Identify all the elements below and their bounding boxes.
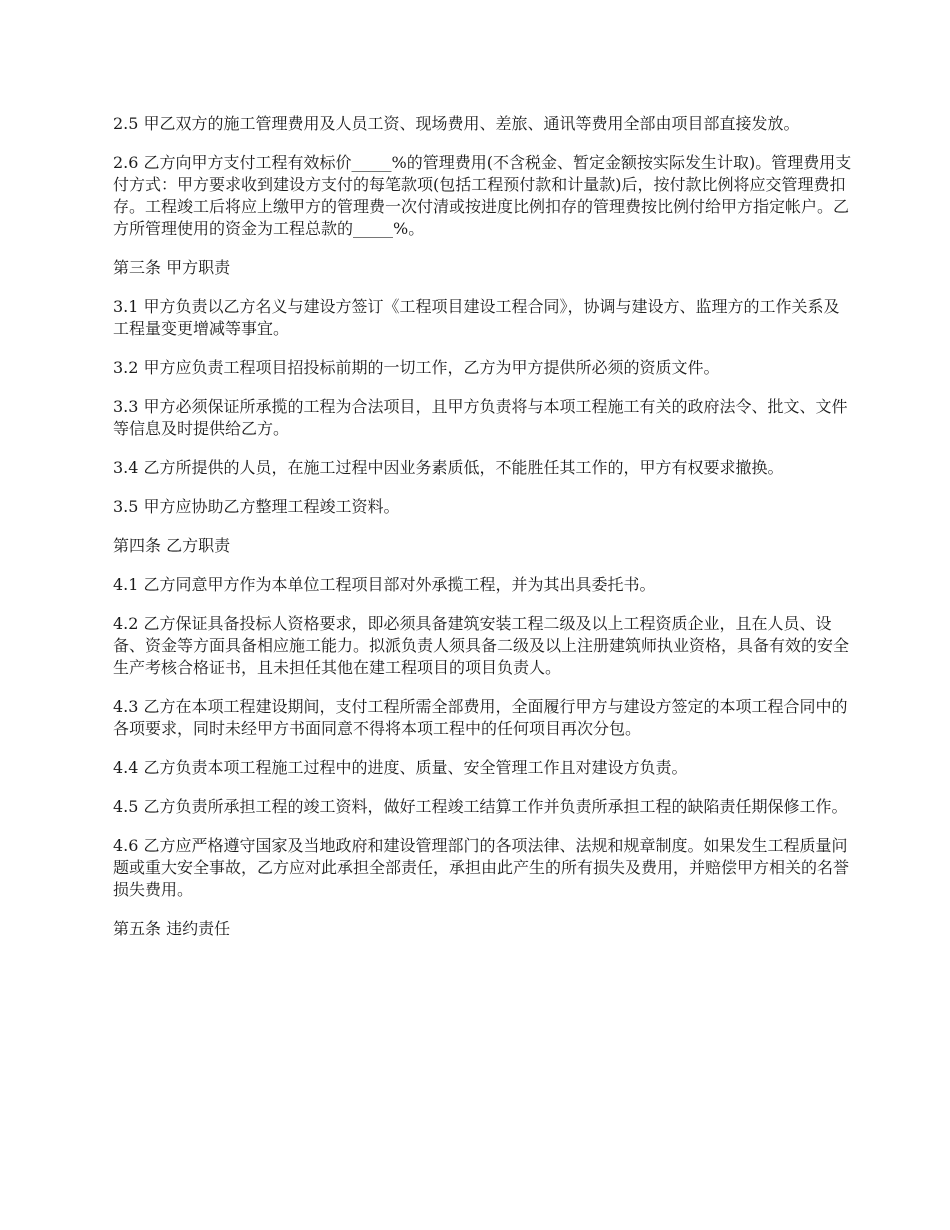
clause-3-5: 3.5 甲方应协助乙方整理工程竣工资料。 (113, 497, 400, 516)
clause-4-2: 4.2 乙方保证具备投标人资格要求，即必须具备建筑安装工程二级及以上工程资质企业，且在人员、设备、资金等方面具备相应施工能力。拟派负责人须具备二级及以上注册建筑师执业资格，具备有效的安全生产考核合格证书，且未担任其他在建工程项目的项目负责人。 (113, 614, 850, 677)
document-page (113, 113, 853, 957)
clause-4-6: 4.6 乙方应严格遵守国家及当地政府和建设管理部门的各项法律、法规和规章制度。如果发生工程质量问题或重大安全事故，乙方应对此承担全部责任，承担由此产生的所有损失及费用，并赔偿甲方相关的名誉损失费用。 (113, 836, 850, 899)
clause-4-4: 4.4 乙方负责本项工程施工过程中的进度、质量、安全管理工作且对建设方负责。 (113, 758, 688, 777)
clause-3-1: 3.1 甲方负责以乙方名义与建设方签订《工程项目建设工程合同》，协调与建设方、监理方的工作关系及工程量变更增减等事宜。 (113, 297, 840, 338)
clause-2-6: 2.6 乙方向甲方支付工程有效标价_____%的管理费用(不含税金、暂定金额按实际发生计取)。管理费用支付方式：甲方要求收到建设方支付的每笔款项(包括工程预付款和计量款)后，按付款比例将应交管理费扣存。工程竣工后将应上缴甲方的管理费一次付清或按进度比例扣存的管理费按比例付给甲方指定帐户。乙方所管理使用的资金为工程总款的_____%。 (113, 153, 852, 238)
article-5-heading: 第五条 违约责任 (113, 919, 231, 938)
article-4-heading: 第四条 乙方职责 (113, 536, 231, 555)
clause-4-5: 4.5 乙方负责所承担工程的竣工资料，做好工程竣工结算工作并负责所承担工程的缺陷责任期保修工作。 (113, 797, 848, 816)
clause-3-3: 3.3 甲方必须保证所承揽的工程为合法项目，且甲方负责将与本项工程施工有关的政府法令、批文、文件等信息及时提供给乙方。 (113, 397, 848, 438)
clause-2-5: 2.5 甲乙双方的施工管理费用及人员工资、现场费用、差旅、通讯等费用全部由项目部直接发放。 (113, 114, 800, 133)
clause-4-3: 4.3 乙方在本项工程建设期间，支付工程所需全部费用，全面履行甲方与建设方签定的本项工程合同中的各项要求，同时未经甲方书面同意不得将本项工程中的任何项目再次分包。 (113, 697, 848, 738)
clause-3-2: 3.2 甲方应负责工程项目招投标前期的一切工作，乙方为甲方提供所必须的资质文件。 (113, 358, 720, 377)
clause-3-4: 3.4 乙方所提供的人员，在施工过程中因业务素质低，不能胜任其工作的，甲方有权要求撤换。 (113, 458, 784, 477)
clause-4-1: 4.1 乙方同意甲方作为本单位工程项目部对外承揽工程，并为其出具委托书。 (113, 575, 656, 594)
article-3-heading: 第三条 甲方职责 (113, 258, 231, 277)
